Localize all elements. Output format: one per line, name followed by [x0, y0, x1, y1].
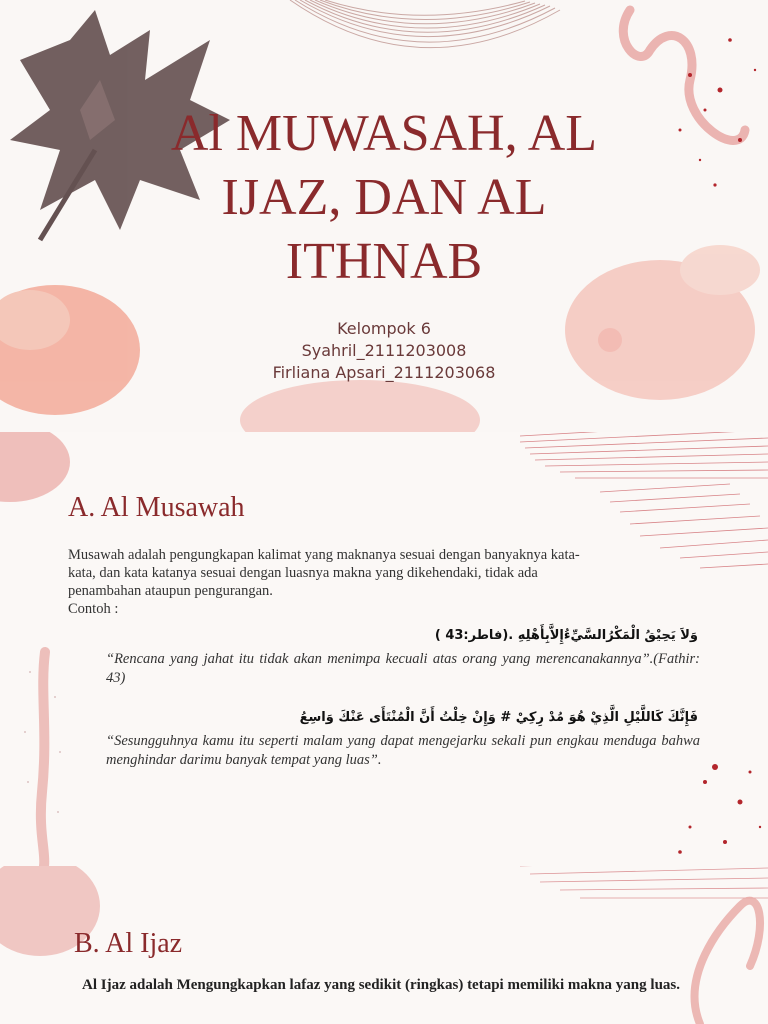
definition-line-1: Musawah adalah pengungkapan kalimat yang maknanya sesuai dengan banyaknya kata- [68, 547, 580, 563]
pink-loop-stroke [695, 901, 760, 1024]
title-line-1: Al MUWASAH, AL [170, 105, 598, 162]
translation-1: “Rencana yang jahat itu tidak akan menimpa kecuali atas orang yang merencanakannya”.(Fathir: 43) [106, 651, 700, 686]
translation-2: “Sesungguhnya kamu itu seperti malam yang dapat mengejarku sekali pun engkau menduga bahwa menghindar darimu banyak tempat yang luas”. [106, 733, 700, 768]
arabic-example-1: وَلاَ يَحِيْقُ الْمَكْرُالسَّيِّءُإِلاَّبِأَهْلِهِ .(فاطر:43 ) [434, 628, 698, 643]
arabic-example-2: فَإِنَّكَ كَاللَّيْلِ الَّذِيْ هُوَ مُدْ رِكِيْ # وَإِنْ خِلْتُ أَنَّ الْمُنْتَأَى عَنْكَ وَاسِعُ [299, 710, 698, 725]
member-2: Firliana Apsari_2111203068 [272, 363, 496, 382]
musawah-definition [68, 546, 708, 618]
watercolor-top-left [0, 432, 70, 502]
section-heading-ijaz: B. Al Ijaz [74, 928, 183, 959]
page-title [80, 102, 688, 294]
title-line-2: IJAZ, DAN AL [221, 169, 547, 226]
authors-block [0, 318, 768, 384]
member-1: Syahril_2111203008 [301, 341, 467, 360]
ijaz-slide [0, 866, 768, 1024]
pink-vertical-stroke [41, 652, 45, 866]
title-line-3: ITHNAB [285, 233, 483, 290]
line-arc-pattern [290, 0, 560, 48]
hatch-pattern-bottom [520, 866, 768, 898]
definition-line-3: penambahan ataupun pengurangan. [68, 583, 273, 599]
definition-line-2: kata, dan kata katanya sesuai dengan luasnya makna yang dikehendaki, tidak ada [68, 565, 538, 581]
watercolor-bottom [240, 380, 480, 432]
section-heading-musawah: A. Al Musawah [68, 492, 245, 523]
red-splatter-right [678, 764, 761, 854]
group-name: Kelompok 6 [337, 319, 431, 338]
title-slide [0, 0, 768, 432]
musawah-slide [0, 432, 768, 866]
ijaz-definition: Al Ijaz adalah Mengungkapkan lafaz yang sedikit (ringkas) tetapi memiliki makna yang luas. [82, 977, 681, 993]
example-label: Contoh : [68, 601, 119, 617]
